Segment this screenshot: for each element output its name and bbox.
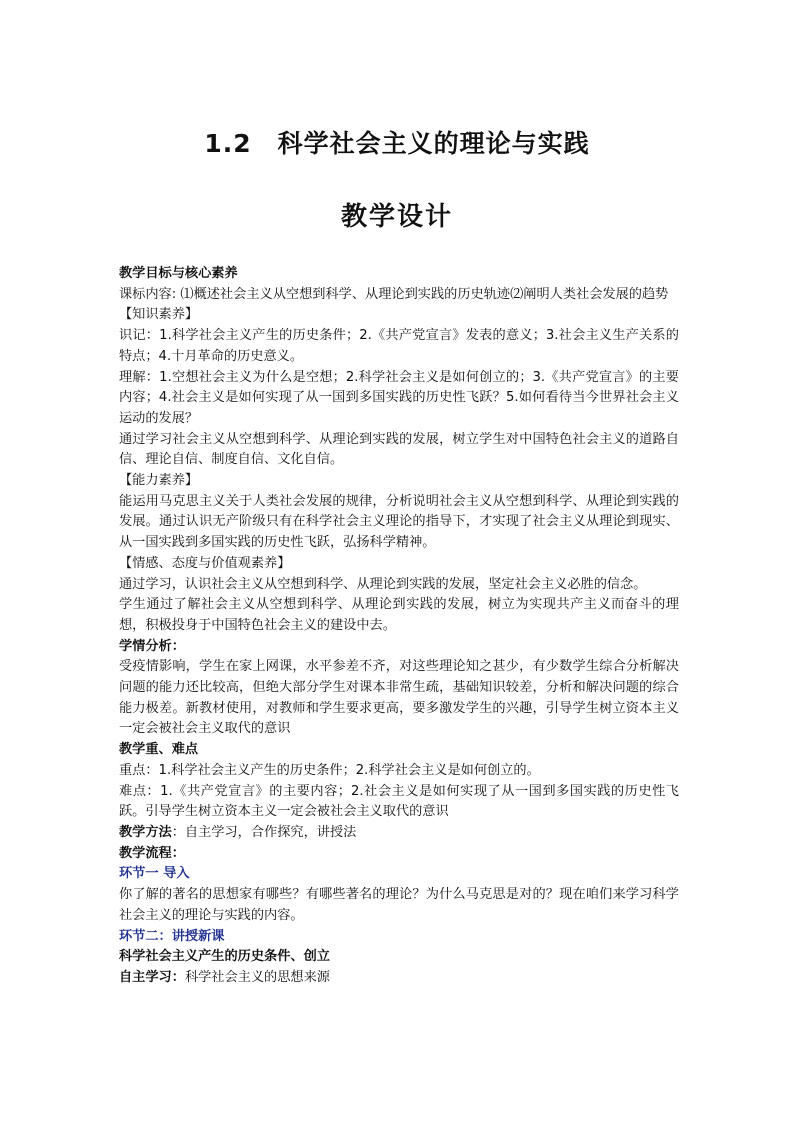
key-points-paragraph: 重点：1.科学社会主义产生的历史条件；2.科学社会主义是如何创立的。 [119,762,540,778]
understand-paragraph: 理解：1.空想社会主义为什么是空想；2.科学社会主义是如何创立的；3.《共产党宣言》的主要内容；4.社会主义是如何实现了从一国到多国实践的历史性飞跃？5.如何看待当今世界社会主义运动的发展？ [119,369,679,426]
emotion-paragraph-1: 通过学习，认识社会主义从空想到科学、从理论到实践的发展，坚定社会主义必胜的信念。 [119,576,647,592]
curriculum-paragraph: 课标内容: ⑴概述社会主义从空想到科学、从理论到实践的历史轨迹⑵阐明人类社会发展的趋势 [119,286,669,302]
flow-heading: 教学流程： [119,845,185,861]
confidence-paragraph: 通过学习社会主义从空想到科学、从理论到实践的发展，树立学生对中国特色社会主义的道路自信、理论自信、制度自信、文化自信。 [119,431,679,468]
self-study-text: 科学社会主义的思想来源 [184,969,330,985]
knowledge-heading: 【知识素养】 [119,307,199,323]
document-body [119,264,679,989]
step1-heading: 环节一 导入 [119,866,190,882]
section-heading: 科学社会主义产生的历史条件、创立 [119,949,330,965]
analysis-paragraph: 受疫情影响，学生在家上网课，水平参差不齐，对这些理论知之甚少，有少数学生综合分析解决问题的能力还比较高，但绝大部分学生对课本非常生疏，基础知识较差，分析和解决问题的综合能力极差。新教材使用，对教师和学生要求更高，要多激发学生的兴趣，引导学生树立资本主义一定会被社会主义取代的意识 [119,659,679,737]
difficult-points-paragraph: 难点：1.《共产党宣言》的主要内容；2.社会主义是如何实现了从一国到多国实践的历史性飞跃。引导学生树立资本主义一定会被社会主义取代的意识 [119,783,679,820]
ability-heading: 【能力素养】 [119,473,199,489]
memorize-paragraph: 识记：1.科学社会主义产生的历史条件；2.《共产党宣言》发表的意义；3.社会主义生产关系的特点；4.十月革命的历史意义。 [119,328,679,364]
key-heading: 教学重、难点 [119,742,199,758]
step1-paragraph: 你了解的著名的思想家有哪些？有哪些著名的理论？为什么马克思是对的？现在咱们来学习科学社会主义的理论与实践的内容。 [119,887,679,923]
goals-heading: 教学目标与核心素养 [119,266,238,281]
document-title: 1.2 科学社会主义的理论与实践 [204,129,590,158]
method-text: ：自主学习，合作探究，讲授法 [171,824,357,840]
ability-paragraph: 能运用马克思主义关于人类社会发展的规律，分析说明社会主义从空想到科学、从理论到实践的发展。通过认识无产阶级只有在科学社会主义理论的指导下，才实现了社会主义从理论到现实、从一国实践到多国实践的历史性飞跃，弘扬科学精神。 [119,493,679,551]
self-study-line [119,968,679,989]
self-study-label: 自主学习： [119,969,185,985]
emotion-heading: 【情感、态度与价值观素养】 [119,555,291,571]
emotion-paragraph-2: 学生通过了解社会主义从空想到科学、从理论到实践的发展，树立为实现共产主义而奋斗的理想，积极投身于中国特色社会主义的建设中去。 [119,597,679,633]
method-line [119,823,679,844]
method-label: 教学方法 [119,824,172,840]
step2-heading: 环节二：讲授新课 [119,928,225,944]
analysis-heading: 学情分析： [119,638,185,654]
document-subtitle: 教学设计 [340,202,453,232]
